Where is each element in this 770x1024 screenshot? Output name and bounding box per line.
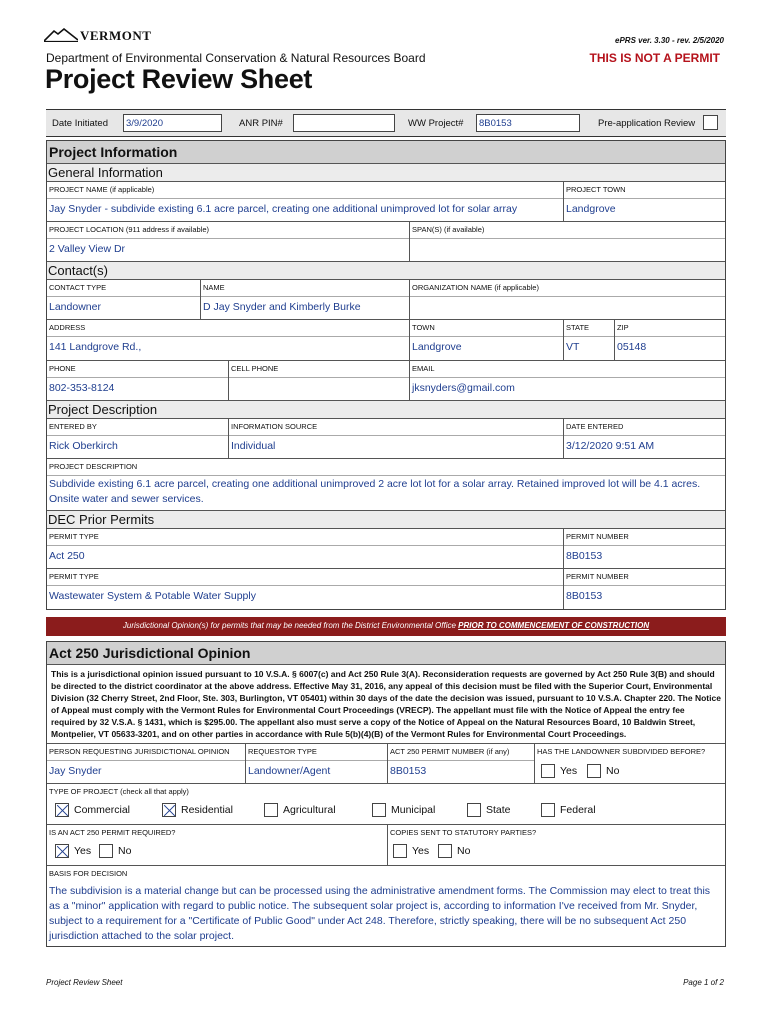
requester-field[interactable]: Jay Snyder <box>49 765 102 777</box>
permit-type-label: PERMIT TYPE <box>47 569 563 586</box>
project-town-label: PROJECT TOWN <box>564 182 725 199</box>
copies-yes-checkbox[interactable] <box>393 844 407 858</box>
permit-type-label: PERMIT TYPE <box>47 529 563 546</box>
permit-number-label: PERMIT NUMBER <box>564 569 725 586</box>
permit-required-label: IS AN ACT 250 PERMIT REQUIRED? <box>49 828 176 837</box>
department-name: Department of Environmental Conservation & Natural Resources Board <box>46 51 426 65</box>
residential-checkbox[interactable] <box>162 803 176 817</box>
page-number: Page 1 of 2 <box>683 978 724 987</box>
agricultural-label: Agricultural <box>283 804 336 816</box>
span-field[interactable] <box>410 239 725 243</box>
permit-number-field[interactable]: 8B0153 <box>566 550 603 562</box>
yes-label: Yes <box>74 845 92 857</box>
contact-name-field[interactable]: D Jay Snyder and Kimberly Burke <box>203 301 361 313</box>
requestor-type-label: REQUESTOR TYPE <box>246 744 387 761</box>
yes-label: Yes <box>412 845 430 857</box>
requester-label: PERSON REQUESTING JURISDICTIONAL OPINION <box>47 744 245 761</box>
contact-type-label: CONTACT TYPE <box>47 280 200 297</box>
copies-no-checkbox[interactable] <box>438 844 452 858</box>
ww-project-label: WW Project# <box>408 118 464 129</box>
permit-number-field[interactable]: 8B0153 <box>566 590 603 602</box>
copies-no-option[interactable] <box>438 844 470 858</box>
basis-label: BASIS FOR DECISION <box>49 869 128 878</box>
cell-phone-label: CELL PHONE <box>229 361 409 378</box>
permit-row <box>47 569 725 609</box>
state-label: STATE <box>564 320 614 337</box>
federal-label: Federal <box>560 804 596 816</box>
permit-number-label: PERMIT NUMBER <box>564 529 725 546</box>
phone-label: PHONE <box>47 361 228 378</box>
basis-field[interactable]: The subdivision is a material change but can be processed using the administrative amendment forms. The Commission may elect to treat this as a "minor" application with regard to public notice. The subsequent solar project is, according to information I've received from Mr. Snyder, subject to a requirement for a "Certificate of Public Good" under Act 248. Therefore, strictly speaking, there will be no subsequent Act 250 jurisdiction attached to the solar project. <box>49 885 711 942</box>
phone-row <box>47 361 725 401</box>
act250-section <box>46 641 726 947</box>
residential-label: Residential <box>181 804 233 816</box>
agricultural-checkbox[interactable] <box>264 803 278 817</box>
span-label: SPAN(S) (if available) <box>410 222 725 239</box>
not-permit-notice: THIS IS NOT A PERMIT <box>589 51 720 65</box>
zip-field[interactable]: 05148 <box>617 341 647 353</box>
copies-sent-label: COPIES SENT TO STATUTORY PARTIES? <box>390 828 537 837</box>
project-description-field[interactable]: Subdivide existing 6.1 acre parcel, creating one additional unimproved 2 acre lot lot for a solar array. Retained improved lot will be 4.1 acres. Onsite water and sewer services. <box>49 478 701 505</box>
act250-title: Act 250 Jurisdictional Opinion <box>47 642 725 665</box>
required-yes-checkbox[interactable] <box>55 844 69 858</box>
required-yes-option[interactable] <box>55 844 91 858</box>
state-field[interactable]: VT <box>566 341 580 353</box>
ww-project-field[interactable]: 8B0153 <box>476 114 580 132</box>
state-type-label: State <box>486 804 511 816</box>
federal-checkbox[interactable] <box>541 803 555 817</box>
banner-text: Jurisdictional Opinion(s) for permits that may be needed from the District Environmental Office <box>122 621 459 630</box>
no-label: No <box>118 845 132 857</box>
requester-row <box>47 744 725 784</box>
type-municipal-option[interactable] <box>372 803 435 817</box>
required-no-option[interactable] <box>99 844 131 858</box>
project-description-label: PROJECT DESCRIPTION <box>47 459 725 476</box>
address-field[interactable]: 141 Landgrove Rd., <box>49 341 142 353</box>
town-field[interactable]: Landgrove <box>412 341 462 353</box>
project-town-field[interactable]: Landgrove <box>566 203 616 215</box>
permit-type-field[interactable]: Act 250 <box>49 550 85 562</box>
town-label: TOWN <box>410 320 563 337</box>
project-information-section <box>46 140 726 610</box>
zip-label: ZIP <box>615 320 725 337</box>
subdivided-yes-option[interactable] <box>541 764 577 778</box>
subdivided-no-checkbox[interactable] <box>587 764 601 778</box>
permit-row <box>47 529 725 569</box>
version-label: ePRS ver. 3.30 - rev. 2/5/2020 <box>615 36 724 45</box>
organization-label: ORGANIZATION NAME (if applicable) <box>410 280 725 297</box>
type-state-option[interactable] <box>467 803 511 817</box>
commercial-label: Commercial <box>74 804 131 816</box>
project-type-row <box>47 784 725 825</box>
act250-permit-number-label: ACT 250 PERMIT NUMBER (if any) <box>388 744 534 761</box>
no-label: No <box>457 845 471 857</box>
act250-paragraph: This is a jurisdictional opinion issued pursuant to 10 V.S.A. § 6007(c) and Act 250 Rule 3(A). Reconsideration requests are governed by Act 250 Rule 3(B) and should be directed to the district coordinator at the above address. Effective May 31, 2016, any appeal of this decision must be filed with the Superior Court, Environmental Division (32 Cherry Street, 2nd Floor, Ste. 303, Burlington, VT 05401) within 30 days of the date the decision was issued, pursuant to 10 V.S.A. Chapter 220. The Notice of Appeal must comply with the Vermont Rules for Environmental Court Proceedings (VRECP). The appellant must file with the Notice of Appeal the entry fee required by 32 V.S.A. § 1431, which is $295.00. The appellant also must serve a copy of the Notice of Appeal on the Natural Resources Board, 10 Baldwin Street, Montpelier, VT 05633-3201, and on other parties in accordance with Rule 5(b)(4)(B) of the Vermont Rules for Environmental Court Proceedings. <box>47 665 725 744</box>
anr-pin-field[interactable] <box>293 114 395 132</box>
vermont-logo <box>44 28 151 42</box>
entered-by-row <box>47 419 725 459</box>
date-entered-label: DATE ENTERED <box>564 419 725 436</box>
municipal-label: Municipal <box>391 804 436 816</box>
entered-by-label: ENTERED BY <box>47 419 228 436</box>
email-field[interactable]: jksnyders@gmail.com <box>412 382 515 394</box>
project-location-field[interactable]: 2 Valley View Dr <box>49 243 126 255</box>
information-source-label: INFORMATION SOURCE <box>229 419 563 436</box>
permit-type-field[interactable]: Wastewater System & Potable Water Supply <box>49 590 256 602</box>
address-row <box>47 320 725 361</box>
project-description-row <box>47 459 725 511</box>
information-source-field[interactable]: Individual <box>231 440 276 452</box>
project-name-label: PROJECT NAME (if applicable) <box>47 182 563 199</box>
preapp-review-label: Pre-application Review <box>598 118 696 129</box>
required-no-checkbox[interactable] <box>99 844 113 858</box>
banner-emphasis: PRIOR TO COMMENCEMENT OF CONSTRUCTION <box>458 621 650 630</box>
anr-pin-label: ANR PIN# <box>239 118 283 129</box>
preapp-review-checkbox[interactable] <box>703 115 718 130</box>
page-title: Project Review Sheet <box>45 64 313 94</box>
logo-text: VERMONT <box>80 28 152 43</box>
contact-type-row <box>47 280 725 320</box>
general-info-title: General Information <box>47 164 725 182</box>
type-federal-option[interactable] <box>541 803 596 817</box>
copies-yes-option[interactable] <box>393 844 429 858</box>
commercial-checkbox[interactable] <box>55 803 69 817</box>
address-label: ADDRESS <box>47 320 409 337</box>
project-type-label: TYPE OF PROJECT (check all that apply) <box>49 787 189 796</box>
basis-row <box>47 866 725 946</box>
yes-label: Yes <box>560 765 578 777</box>
type-residential-option[interactable] <box>162 803 233 817</box>
subdivided-yes-checkbox[interactable] <box>541 764 555 778</box>
no-label: No <box>606 765 620 777</box>
contact-name-label: NAME <box>201 280 409 297</box>
subdivided-no-option[interactable] <box>587 764 619 778</box>
footer-title: Project Review Sheet <box>46 978 123 987</box>
email-label: EMAIL <box>410 361 725 378</box>
organization-field[interactable] <box>410 297 725 301</box>
subdivided-label: HAS THE LANDOWNER SUBDIVIDED BEFORE? <box>537 747 706 756</box>
phone-field[interactable]: 802-353-8124 <box>49 382 115 394</box>
type-agricultural-option[interactable] <box>264 803 336 817</box>
contacts-title: Contact(s) <box>47 262 725 280</box>
act250-permit-number-field[interactable]: 8B0153 <box>390 765 427 777</box>
mountain-icon <box>44 28 78 42</box>
top-fields-row <box>46 109 726 137</box>
prior-permits-title: DEC Prior Permits <box>47 511 725 529</box>
required-row <box>47 825 725 866</box>
cell-phone-field[interactable] <box>229 378 409 382</box>
municipal-checkbox[interactable] <box>372 803 386 817</box>
project-location-label: PROJECT LOCATION (911 address if available) <box>47 222 409 239</box>
date-entered-field[interactable]: 3/12/2020 9:51 AM <box>566 440 655 452</box>
project-location-row <box>47 222 725 262</box>
project-name-row <box>47 182 725 222</box>
jurisdictional-banner <box>46 617 726 636</box>
date-initiated-field[interactable]: 3/9/2020 <box>123 114 222 132</box>
entered-by-field[interactable]: Rick Oberkirch <box>49 440 118 452</box>
project-description-title: Project Description <box>47 401 725 419</box>
state-checkbox[interactable] <box>467 803 481 817</box>
date-initiated-label: Date Initiated <box>52 118 108 129</box>
contact-type-field[interactable]: Landowner <box>49 301 101 313</box>
requestor-type-field[interactable]: Landowner/Agent <box>248 765 331 777</box>
type-commercial-option[interactable] <box>55 803 130 817</box>
section-title: Project Information <box>47 141 725 164</box>
project-name-field[interactable]: Jay Snyder - subdivide existing 6.1 acre parcel, creating one additional unimproved lot for solar array <box>49 203 518 215</box>
